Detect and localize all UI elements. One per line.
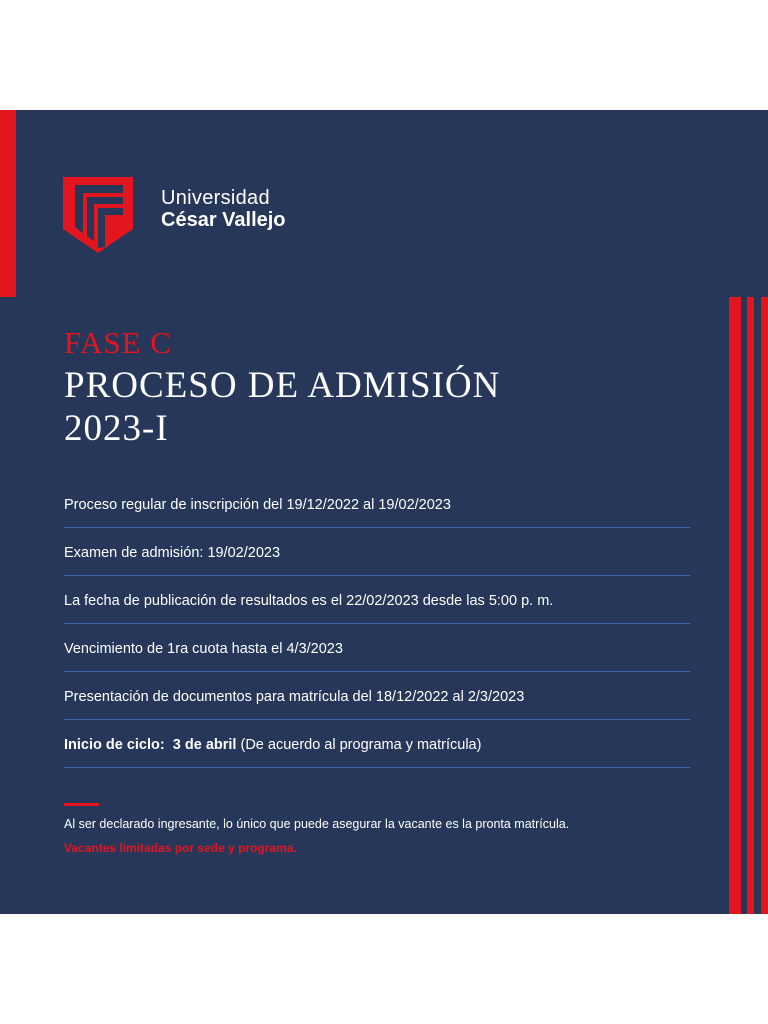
start-detail: (De acuerdo al programa y matrícula) (240, 736, 482, 753)
enrollment-note: Al ser declarado ingresante, lo único que puede asegurar la vacante es la pronta matrícula. (64, 817, 570, 831)
list-item: Proceso regular de inscripción del 19/12/2022 al 19/02/2023 (64, 480, 690, 528)
limited-vacancies-warning: Vacantes limitadas por sede y programa. (64, 841, 297, 855)
right-red-stripe-3 (761, 297, 768, 914)
start-label: Inicio de ciclo: (64, 736, 165, 753)
admission-panel (0, 110, 768, 914)
phase-label: FASE C (64, 325, 172, 360)
start-date: 3 de abril (172, 736, 237, 753)
title-line-1: PROCESO DE ADMISIÓN (64, 365, 501, 406)
title-line-2: 2023-I (64, 408, 169, 449)
list-item: La fecha de publicación de resultados es el 22/02/2023 desde las 5:00 p. m. (64, 576, 690, 624)
right-red-stripe-2 (747, 297, 754, 914)
list-item: Examen de admisión: 19/02/2023 (64, 528, 690, 576)
left-red-accent-bar (0, 110, 16, 297)
start-date-item (64, 720, 690, 768)
ucv-shield-icon (63, 177, 133, 253)
university-name (161, 187, 286, 231)
list-item: Presentación de documentos para matrícula del 18/12/2022 al 2/3/2023 (64, 672, 690, 720)
list-item: Vencimiento de 1ra cuota hasta el 4/3/2023 (64, 624, 690, 672)
red-dash-divider (64, 803, 99, 806)
logo-line-2: César Vallejo (161, 209, 286, 231)
page-title (64, 364, 500, 450)
schedule-list (64, 480, 690, 768)
logo-line-1: Universidad (161, 187, 270, 209)
right-red-stripe-1 (729, 297, 741, 914)
